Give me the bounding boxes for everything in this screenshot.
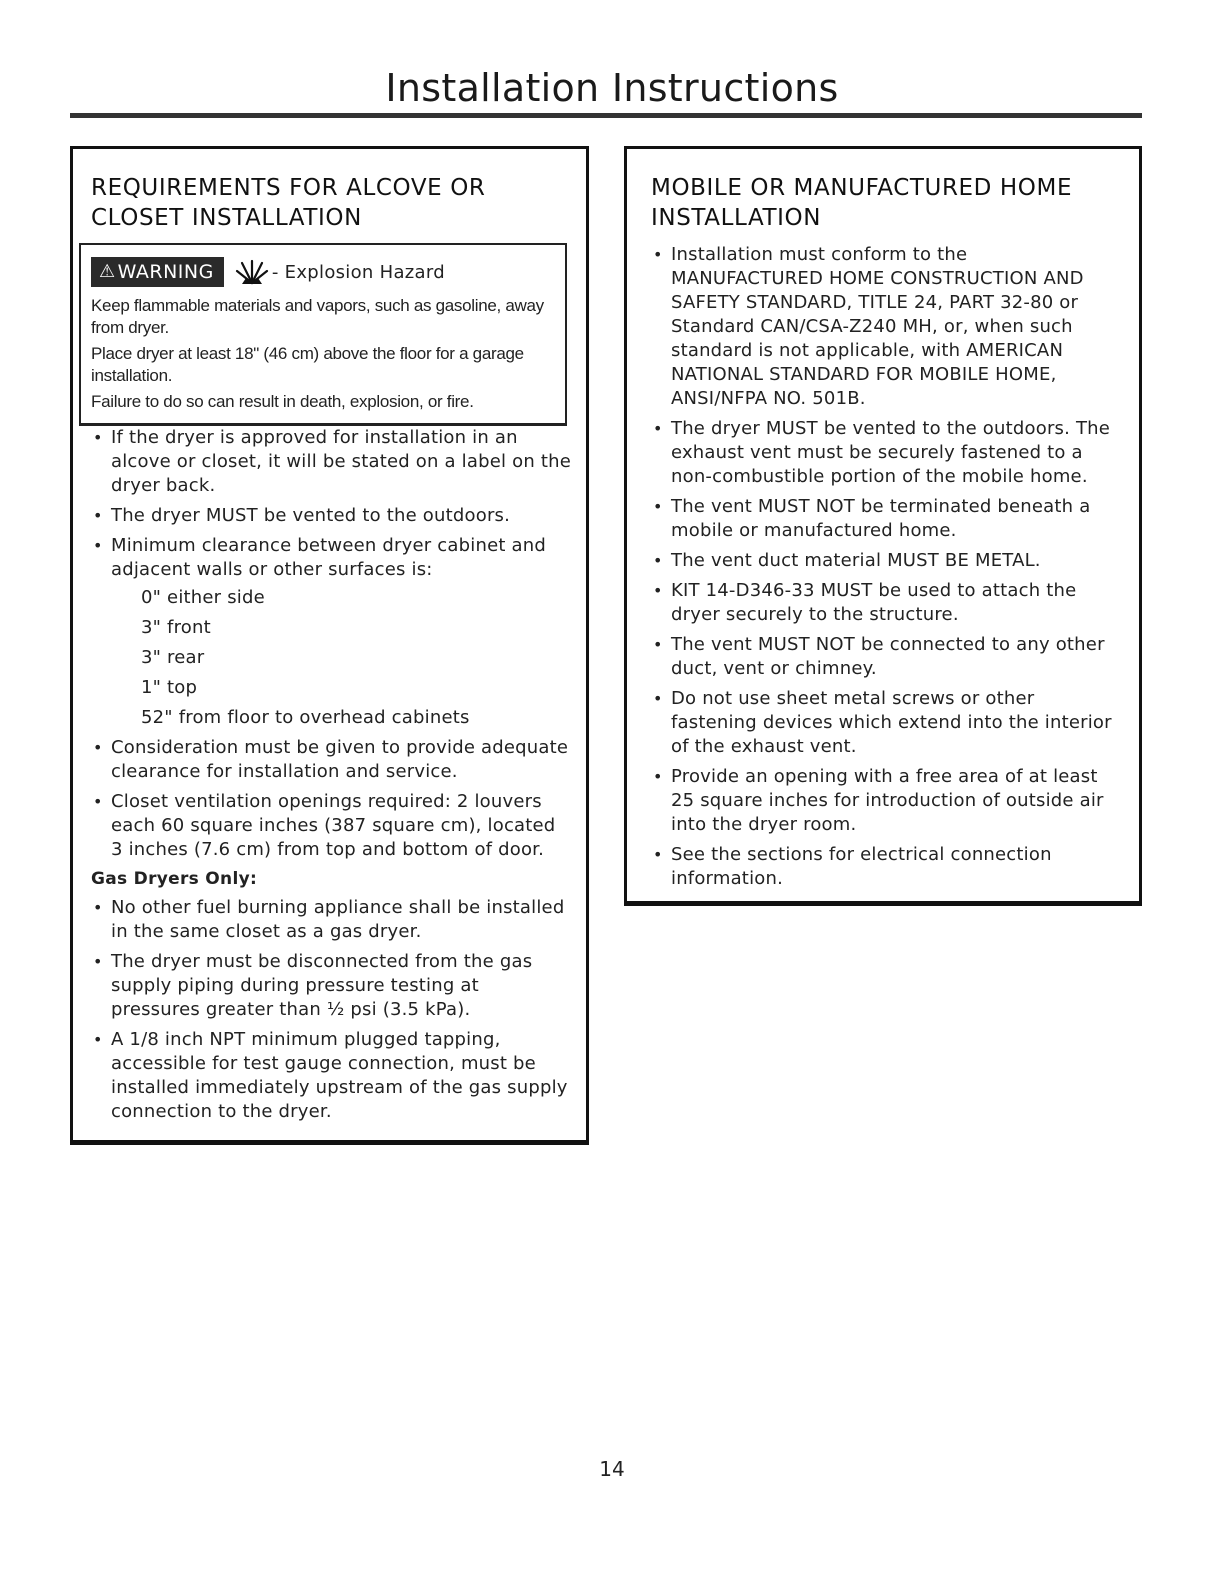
- alcove-closet-section: [70, 146, 589, 1145]
- list-item: • If the dryer is approved for installation in an alcove or closet, it will be stated on a label on the dryer back.: [91, 426, 572, 498]
- alcove-title-line2: CLOSET INSTALLATION: [91, 205, 362, 231]
- explosion-warning-box: [79, 243, 567, 426]
- page-title: Installation Instructions: [385, 66, 839, 110]
- list-item: • The dryer MUST be vented to the outdoors.: [91, 504, 572, 528]
- explosion-icon: [234, 257, 270, 287]
- warning-text-1: Keep flammable materials and vapors, such as gasoline, away from dryer.: [91, 296, 544, 337]
- warning-text-3: Failure to do so can result in death, explosion, or fire.: [91, 392, 474, 411]
- mobile-title-line2: INSTALLATION: [651, 205, 822, 231]
- warning-triangle-icon: ⚠: [99, 261, 116, 282]
- mobile-title-line1: MOBILE OR MANUFACTURED HOME: [651, 175, 1073, 201]
- clearance-item: 3" front: [141, 617, 211, 638]
- alcove-title-line1: REQUIREMENTS FOR ALCOVE OR: [91, 175, 486, 201]
- list-item: • The vent MUST NOT be terminated beneath a mobile or manufactured home.: [651, 495, 1123, 543]
- list-item: • Installation must conform to the MANUFACTURED HOME CONSTRUCTION AND SAFETY STANDARD, TITLE 24, PART 32-80 or Standard CAN/CSA-Z240 MH, or, when such standard is not applicable, with AMERICAN NATIONAL STANDARD FOR MOBILE HOME, ANSI/NFPA NO. 501B.: [651, 243, 1123, 411]
- list-item: • Consideration must be given to provide adequate clearance for installation and service.: [91, 736, 572, 784]
- warning-badge-label: WARNING: [117, 261, 214, 283]
- page-number: 14: [599, 1457, 625, 1481]
- alcove-section-title: [91, 173, 572, 233]
- gas-dryers-list: [91, 896, 572, 1124]
- list-item: • Closet ventilation openings required: 2 louvers each 60 square inches (387 square cm), located 3 inches (7.6 cm) from top and bottom of door.: [91, 790, 572, 862]
- mobile-home-section: [624, 146, 1142, 906]
- warning-badge: [91, 257, 224, 287]
- list-item: • The dryer MUST be vented to the outdoors. The exhaust vent must be securely fastened to a non-combustible portion of the mobile home.: [651, 417, 1123, 489]
- mobile-requirements-list: [651, 243, 1123, 891]
- mobile-section-title: [651, 173, 1123, 233]
- list-item: • No other fuel burning appliance shall be installed in the same closet as a gas dryer.: [91, 896, 572, 944]
- title-rule: [70, 113, 1142, 118]
- clearance-intro: Minimum clearance between dryer cabinet and adjacent walls or other surfaces is:: [111, 535, 546, 580]
- list-item: • Provide an opening with a free area of at least 25 square inches for introduction of outside air into the dryer room.: [651, 765, 1123, 837]
- clearance-item: 3" rear: [141, 647, 205, 668]
- hazard-label: - Explosion Hazard: [271, 261, 446, 283]
- gas-dryers-heading: Gas Dryers Only:: [91, 869, 258, 889]
- list-item: [91, 534, 572, 730]
- list-item: • KIT 14-D346-33 MUST be used to attach the dryer securely to the structure.: [651, 579, 1123, 627]
- list-item: • The vent MUST NOT be connected to any other duct, vent or chimney.: [651, 633, 1123, 681]
- clearance-item: 52" from floor to overhead cabinets: [141, 707, 470, 728]
- clearance-item: 1" top: [141, 677, 198, 698]
- list-item: • A 1/8 inch NPT minimum plugged tapping, accessible for test gauge connection, must be installed immediately upstream of the gas supply connection to the dryer.: [91, 1028, 572, 1124]
- warning-text-2: Place dryer at least 18" (46 cm) above the floor for a garage installation.: [91, 344, 524, 385]
- list-item: • Do not use sheet metal screws or other fastening devices which extend into the interior of the exhaust vent.: [651, 687, 1123, 759]
- clearance-item: 0" either side: [141, 587, 265, 608]
- list-item: • See the sections for electrical connection information.: [651, 843, 1123, 891]
- clearance-list: [111, 586, 572, 730]
- list-item: • The dryer must be disconnected from the gas supply piping during pressure testing at pressures greater than ½ psi (3.5 kPa).: [91, 950, 572, 1022]
- list-item: • The vent duct material MUST BE METAL.: [651, 549, 1123, 573]
- alcove-requirements-list: [91, 426, 572, 862]
- warning-header: [91, 255, 557, 289]
